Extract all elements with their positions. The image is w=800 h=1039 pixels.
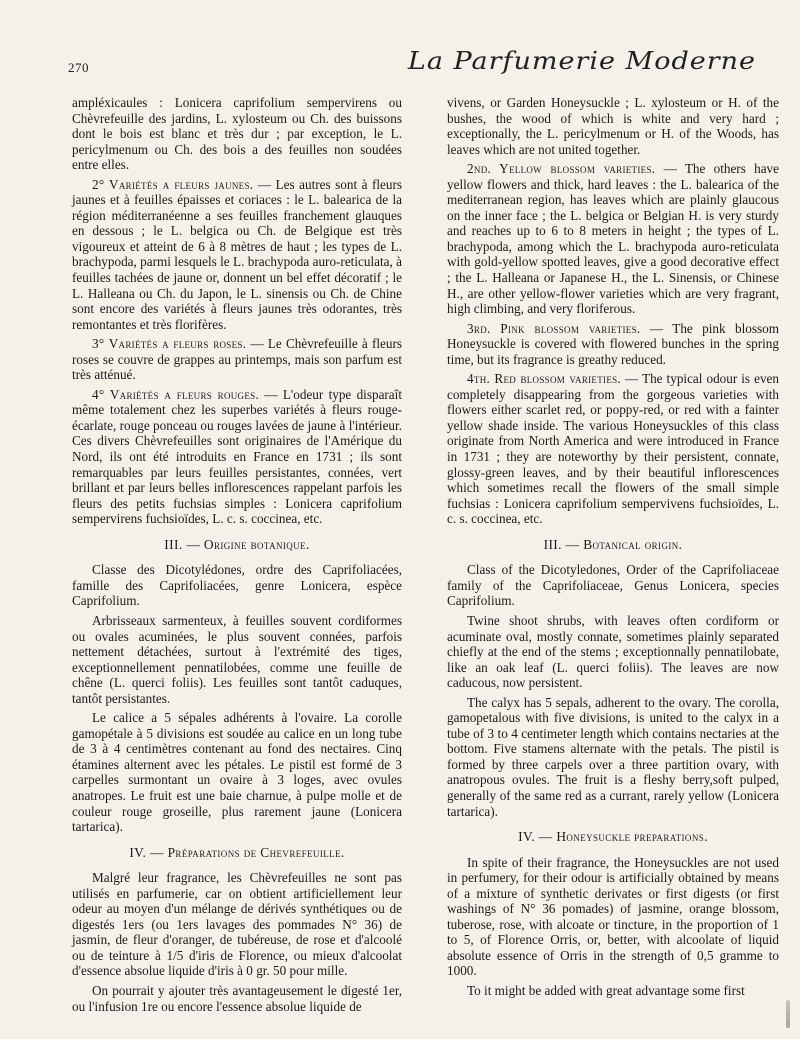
en-paragraph-6: Twine shoot shrubs, with leaves often cordiform or acuminate oval, mostly connate, sometimes plainly separated chiefly at the end of the stems ; exceptionnally pennatilobate, like an oak leaf (L. querci foliis). The leaves are now caducous, now persistent. bbox=[447, 612, 779, 691]
en-paragraph-8: In spite of their fragrance, the Honeysuckles are not used in perfumery, for their odour is artificially obtained by means of a mixture of synthetic derivates or first digests (or first washings of N° 36 pomades) of jasmine, orange blossom, tuberose, rose, with alcoate or tincture, in the proportion of 1 to 5, of Florence Orris, or, better, with alcoolate of liquid absolute essence of Orris in the strength of 0,5 gramme to 1000. bbox=[447, 854, 779, 979]
fr-paragraph-6: Arbrisseaux sarmenteux, à feuilles souvent cordiformes ou ovales acuminées, le plus souvent connées, parfois nettement détachées, surtout à l'extrémité des tiges, exceptionnellement pennatilobées, comme une feuille de chêne (L. querci foliis). Les feuilles sont tantôt caduques, tantôt persistantes. bbox=[72, 612, 402, 706]
fr-paragraph-8: Malgré leur fragrance, les Chèvrefeuilles ne sont pas utilisés en parfumerie, car on obtient artificiellement leur odeur au moyen d'un mélange de dérivés synthétiques ou de digestés 1ers (ou 1ers lavages des pommades N° 36) de jasmin, de fleur d'oranger, de tubéreuse, de rose et d'alcoolé ou de teinture à 1/5 d'iris de Florence, ou mieux d'alcoolat d'essence absolue liquide d'iris à 0 gr. 50 pour mille. bbox=[72, 870, 402, 979]
fr-paragraph-2 bbox=[72, 177, 402, 332]
en-paragraph-2 bbox=[447, 161, 779, 316]
en-section-iv-title: IV. — Honeysuckle preparations. bbox=[518, 829, 708, 845]
fr-paragraph-7: Le calice a 5 sépales adhérents à l'ovaire. La corolle gamopétale à 5 divisions est soudée au calice en un long tube de 3 à 4 centimètres contenant au fond des nectaires. Cinq étamines alternent avec les pétales. Le pistil est formé de 3 carpelles surmontant un ovaire à 3 loges, avec ovules anatropes. Le fruit est une baie charnue, à pulpe molle et de couleur rouge groseille, plus rarement jaune (Lonicera tartarica). bbox=[72, 710, 402, 835]
en-section-iii-title: III. — Botanical origin. bbox=[543, 536, 683, 552]
fr-heading-yellow: 2° Variétés a fleurs jaunes. bbox=[92, 176, 254, 192]
en-text-yellow: — The others have yellow flowers and thick, hard leaves : the L. balearica of the mediterranean region, has leaves which are plainly glaucous on the inner face ; the L. belgica or Belgian H. is very sturdy and reaches up to 6 to 8 meters in height ; the types of L. brachypoda, among which the L. brachypoda auro-reticulata with gold-yellow spotted leaves, give a good decorative effect ; the L. Halleana or Japanese H., the L. Sinensis, or Chinese H., are other yellow-flower varieties which are very fragrant, high climbing, and very floriferous. bbox=[447, 161, 779, 317]
en-paragraph-7: The calyx has 5 sepals, adherent to the ovary. The corolla, gamopetalous with five divisions, is united to the calyx in a tube of 3 to 4 centimeter length which contains nectaries at the bottom. Five stamens alternate with the petals. The pistil is formed by three carpels over a three partition ovary, with anatropous ovules. The fruit is a fleshy berry,soft pulped, generally of the same red as a currant, rarely yellow (Lonicera tartarica). bbox=[447, 694, 779, 819]
fr-section-iii-title: III. — Origine botanique. bbox=[164, 536, 310, 552]
fr-paragraph-1: ampléxicaules : Lonicera caprifolium sempervirens ou Chèvrefeuille des jardins, L. xylosteum ou Ch. des buissons dont le bois est blanc et très dur ; par exception, le L. pericylmenum ou Ch. des bois a des feuilles non soudées entre elles. bbox=[72, 95, 402, 173]
fr-text-yellow: — Les autres sont à fleurs jaunes et à feuilles épaisses et coriaces : le L. balearica de la région méditerranéenne a ses feuilles franchement glauques en dessous ; le L. belgica ou Ch. de Belgique est très vigoureux et atteint de 6 à 8 mètres de haut ; les types de L. brachypoda, parmi lesquels le L. brachypoda auro-reticulata, à feuilles tachées de jaune or, donnent un bel effet décoratif ; le L. Halleana ou Ch. du Japon, le L. sinensis ou Ch. de Chine sont encore des variétés à fleurs jaunes très odorantes, très remontantes et très florifères. bbox=[72, 176, 402, 332]
fr-paragraph-3 bbox=[72, 336, 402, 383]
en-text-red: — The typical odour is even completely disappearing from the gorgeous varieties with flowers either scarlet red, or poppy-red, or red with a fainter yellow shade inside. The various Honeysuckles of this class originate from North America and were introduced in France in 1731 ; they are noteworthy by their persistent, connate, glossy-green leaves, and by their beautiful inflorescences which sometimes recall the flowers of the small simple fuchsias : Lonicera caprifolium sempervivens fuchsioïdes, L. c. s. coccinea, etc. bbox=[447, 371, 779, 527]
en-paragraph-5: Class of the Dicotyledones, Order of the Caprifoliaceae family of the Caprifoliaceae, Genus Lonicera, species Caprifolium. bbox=[447, 562, 779, 609]
page-header bbox=[0, 0, 800, 90]
fr-paragraph-4 bbox=[72, 387, 402, 527]
en-heading-yellow: 2nd. Yellow blossom varieties. bbox=[467, 161, 656, 177]
en-text-pink: — The pink blossom Honeysuckle is covered with flowered bunches in the spring time, but its fragrance is greathy reduced. bbox=[447, 320, 779, 367]
fr-paragraph-5: Classe des Dicotylédones, ordre des Caprifoliacées, famille des Caprifoliacées, genre Lonicera, espèce Caprifolium. bbox=[72, 562, 402, 609]
en-paragraph-1: vivens, or Garden Honeysuckle ; L. xylosteum or H. of the bushes, the wood of which is white and very hard ; exceptionally, the L. pericylmenum or H. of the Woods, has leaves which are not united together. bbox=[447, 95, 779, 157]
french-column bbox=[72, 95, 402, 1018]
english-column bbox=[447, 95, 779, 1003]
fr-heading-red: 4° Variétés a fleurs rouges. bbox=[92, 386, 260, 402]
fr-text-pink: — Le Chèvrefeuille à fleurs roses se couvre de grappes au printemps, mais son parfum est très atténué. bbox=[72, 336, 402, 383]
en-paragraph-9: To it might be added with great advantage some first bbox=[467, 982, 745, 998]
page-edge-mark bbox=[786, 1000, 790, 1028]
en-heading-red: 4th. Red blossom varieties. bbox=[467, 371, 622, 387]
page-number: 270 bbox=[68, 60, 89, 75]
fr-section-iv-title: IV. — Préparations de Chevrefeuille. bbox=[129, 844, 345, 860]
en-paragraph-4 bbox=[447, 371, 779, 526]
en-paragraph-3 bbox=[447, 321, 779, 368]
fr-heading-pink: 3° Variétés a fleurs roses. bbox=[92, 336, 247, 352]
fr-paragraph-9: On pourrait y ajouter très avantageusement le digesté 1er, ou l'infusion 1re ou encore l'essence absolue liquide de bbox=[72, 982, 402, 1014]
magazine-title: La Parfumerie Moderne bbox=[407, 47, 756, 76]
fr-text-red: — L'odeur type disparaît même totalement chez les superbes variétés à fleurs rouge-écarlate, rouge ponceau ou rouges lavées de jaune à l'intérieur. Ces divers Chèvrefeuilles sont originaires de l'Amérique du Nord, ils ont été introduits en France en 1731 ; ils sont remarquables par leurs feuilles persistantes, connées, vert brillant et par leurs belles inflorescences rappelant parfois les fleurs des petits fuchsias simples : Lonicera caprifolium sempervirens fuchsioïdes, L. c. s. coccinea, etc. bbox=[72, 386, 402, 527]
en-heading-pink: 3rd. Pink blossom varieties. bbox=[467, 320, 641, 336]
